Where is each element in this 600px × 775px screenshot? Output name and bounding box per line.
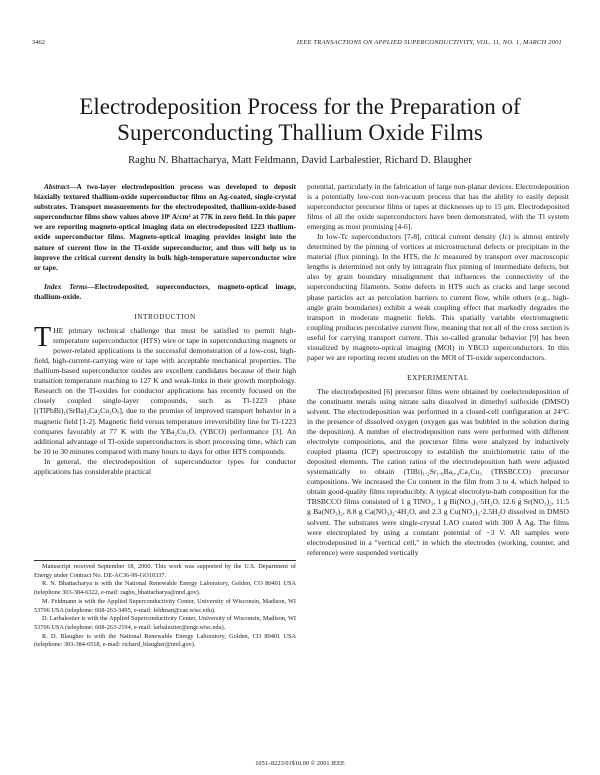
intro-paragraph-1 — [34, 322, 296, 457]
page-number: 3462 — [32, 39, 45, 46]
drop-cap: T — [34, 322, 52, 354]
footnote-author-1: R. N. Bhattacharya is with the National Renewable Energy Laboratory, Golden, CO 80401 USA (telephone 303-384-6322, e-mail: raghu_bhattacharya@nrel.gov). — [34, 580, 296, 597]
journal-header: IEEE TRANSACTIONS ON APPLIED SUPERCONDUCTIVITY, VOL. 11, NO. 1, MARCH 2001 — [296, 39, 562, 46]
index-terms-text: —Electrodeposited, superconductors, magneto-optical image, thallium-oxide. — [34, 281, 296, 301]
abstract — [34, 182, 296, 273]
left-column — [34, 182, 296, 477]
footnote-author-4: R. D. Blaugher is with the National Renewable Energy Laboratory, Golden, CO 80401 USA (telephone: 303-384-6518, e-mail: richard_blaugher@nrel.gov). — [34, 632, 296, 649]
intro-paragraph-2: In general, the electrodeposition of superconductor types for conductor applications has considerable practical — [34, 456, 296, 476]
abstract-label: Abstract — [44, 182, 70, 191]
author-list: Raghu N. Bhattacharya, Matt Feldmann, David Larbalestier, Richard D. Blaugher — [128, 155, 472, 166]
paper-title: Electrodeposition Process for the Preparation of Superconducting Thallium Oxide Films — [79, 94, 521, 145]
index-terms-label: Index Terms — [44, 281, 88, 291]
right-paragraph-2: In low-Tc superconductors [7-8], critical current density (Jc) is almost entirely determined by the pinning of vortices at microstructural defects or precipitate in the material (flux pinning). In the HTS, the Jc measured by transport over macroscopic lengths is determined not only by intragrain flux pinning of intermediate defects, but also by grain boundary misalignment that influences the connectivity of the superconducting filaments. Some defects in HTS such as cracks and large second phase particles act as percolation barriers to current flow, while others (e.g., high-angle grain boundaries) exhibit a weak coupling effect that markedly degrades the transport in moderate magnetic fields. This spatially variable electromagnetic coupling produces percolative current flow, meaning that not all of the cross section is useful for carrying transport current. This so-called granular behavior [9] has been visualized by magneto-optical imaging (MOI) in YBCO superconductors. In this paper we are reporting recent studies on the MOI of Tl-oxide superconductors. — [307, 232, 569, 362]
footnotes — [34, 560, 296, 650]
footnote-author-3: D. Larbalestier is with the Applied Superconductivity Center, University of Wisconsin, Madison, WI 53706 USA (telephone: 608-263-2194, e-mail: larbalestier@engr.wisc.edu). — [34, 615, 296, 631]
index-terms — [34, 282, 296, 302]
experimental-paragraph-1: The electrodeposited [6] precursor films were obtained by coelectrodeposition of the constituent metals using nitrate salts dissolved in dimethyl sulfoxide (DMSO) solvent. The electrodeposition was performed in a closed-cell configuration at 24°C in the presence of dissolved oxygen (oxygen gas was bubbled in the solution during the deposition). A number of electrodeposition runs were performed with different electrolyte compositions, and the precursor films were analyzed by inductively coupled plasma (ICP) spectroscopy to establish the stoichiometric ratio of the deposited elements. The cation ratios of the electrodeposition bath were adjusted systematically to obtain (TlBi)₁.₂Sr₁.₆Ba₀.₄Ca₂Cu₃ (TBSBCCO) precursor compositions. We increased the Cu content in the film from 3 to 4, which helped to obtain good-quality films reproducibly. A typical electrolyte-bath composition for the TBSBCCO films consisted of 1 g TlNO₃, 1 g Bi(NO₃)₃·5H₂O, 12.6 g Sr(NO₃)₂, 11.5 g Ba(NO₃)₂, 8.8 g Ca(NO₃)₂·4H₂O, and 2.3 g Cu(NO₃)₂·2.5H₂O dissolved in DMSO solvent. The substrates were single-crystal LAO coated with 300 Å Ag. The films were electroplated by using a constant potential of −3 V. All samples were electrodeposited in a "vertical cell," in which the electrodes (working, counter, and reference) were suspended vertically — [307, 386, 569, 557]
section-heading-introduction: INTRODUCTION — [134, 313, 196, 322]
footnote-received: Manuscript received September 18, 2000. This work was supported by the U.S. Department of Energy under Contract No. DE-AC36-99-GO10337. — [34, 563, 296, 579]
intro-paragraph-1-text: HE primary technical challenge that must be satisfied to permit high-temperature superconductor (HTS) wire or tape in superconducting magnets or power-related applications is the successful demonstration of a low-cost, high-field, high-current-carrying wire or tape with acceptable mechanical properties. The thallium-based superconductor oxides are excellent candidates because of their high transition temperature reaching to 127 K and weak-links in their growth morphology. Research on the Tl-oxides for conductor applications has recently focused on the closely coupled single-layer compounds, such as Tl-1223 phase [(TlPbBi)₁(SrBa)₂Ca₂Cu₃Oₓ], due to the promise of improved transport behavior in a magnetic field [1-2]. Magnetic field versus temperature irreversibility line for Tl-1223 compares favorably at 77 K with the YBa₂Cu₃Oₓ (YBCO) performance [3]. An additional advantage of Tl-oxide superconductors is short processing time, which can be 10 to 30 minutes compared with many hours to days for other HTS compounds. — [34, 326, 296, 456]
right-column — [307, 182, 569, 558]
footnote-author-2: M. Feldmann is with the Applied Superconductivity Center, University of Wisconsin, Madison, WI 53706 USA (telephone: 608-263-3495, e-mail: feldman@cae.wisc.edu). — [34, 597, 296, 614]
copyright-code: 1051–8223/01$10.00 © 2001 IEEE — [255, 760, 345, 767]
section-heading-experimental: EXPERIMENTAL — [407, 373, 469, 382]
abstract-text: —A two-layer electrodeposition process was developed to deposit biaxially textured thallium-oxide superconductor films on Ag-coated, single-crystal substrates. Transport measurements for the electrodeposited, thallium-oxide-based superconductor films show values above 10⁶ A/cm² at 77K in zero field. In this paper we are reporting magneto-optical imaging data on electrodeposited 1223 thallium-oxide superconductor films. Magneto-optical imaging provides insight into the nature of current flow in the Tl-oxide superconductor, and thus will help us to improve the critical current density in bulk high-temperature superconductor wire or tape. — [34, 182, 296, 272]
right-paragraph-1: potential, particularly in the fabrication of large non-planar devices. Electrodeposition is a potentially low-cost non-vacuum process that has the ability to easily deposit superconductor precursor films or tapes at thicknesses up to 15 μm. Electrodeposited films of all the oxide superconductors have been demonstrated, with the Tl system emerging as most promising [4-6]. — [307, 182, 569, 232]
